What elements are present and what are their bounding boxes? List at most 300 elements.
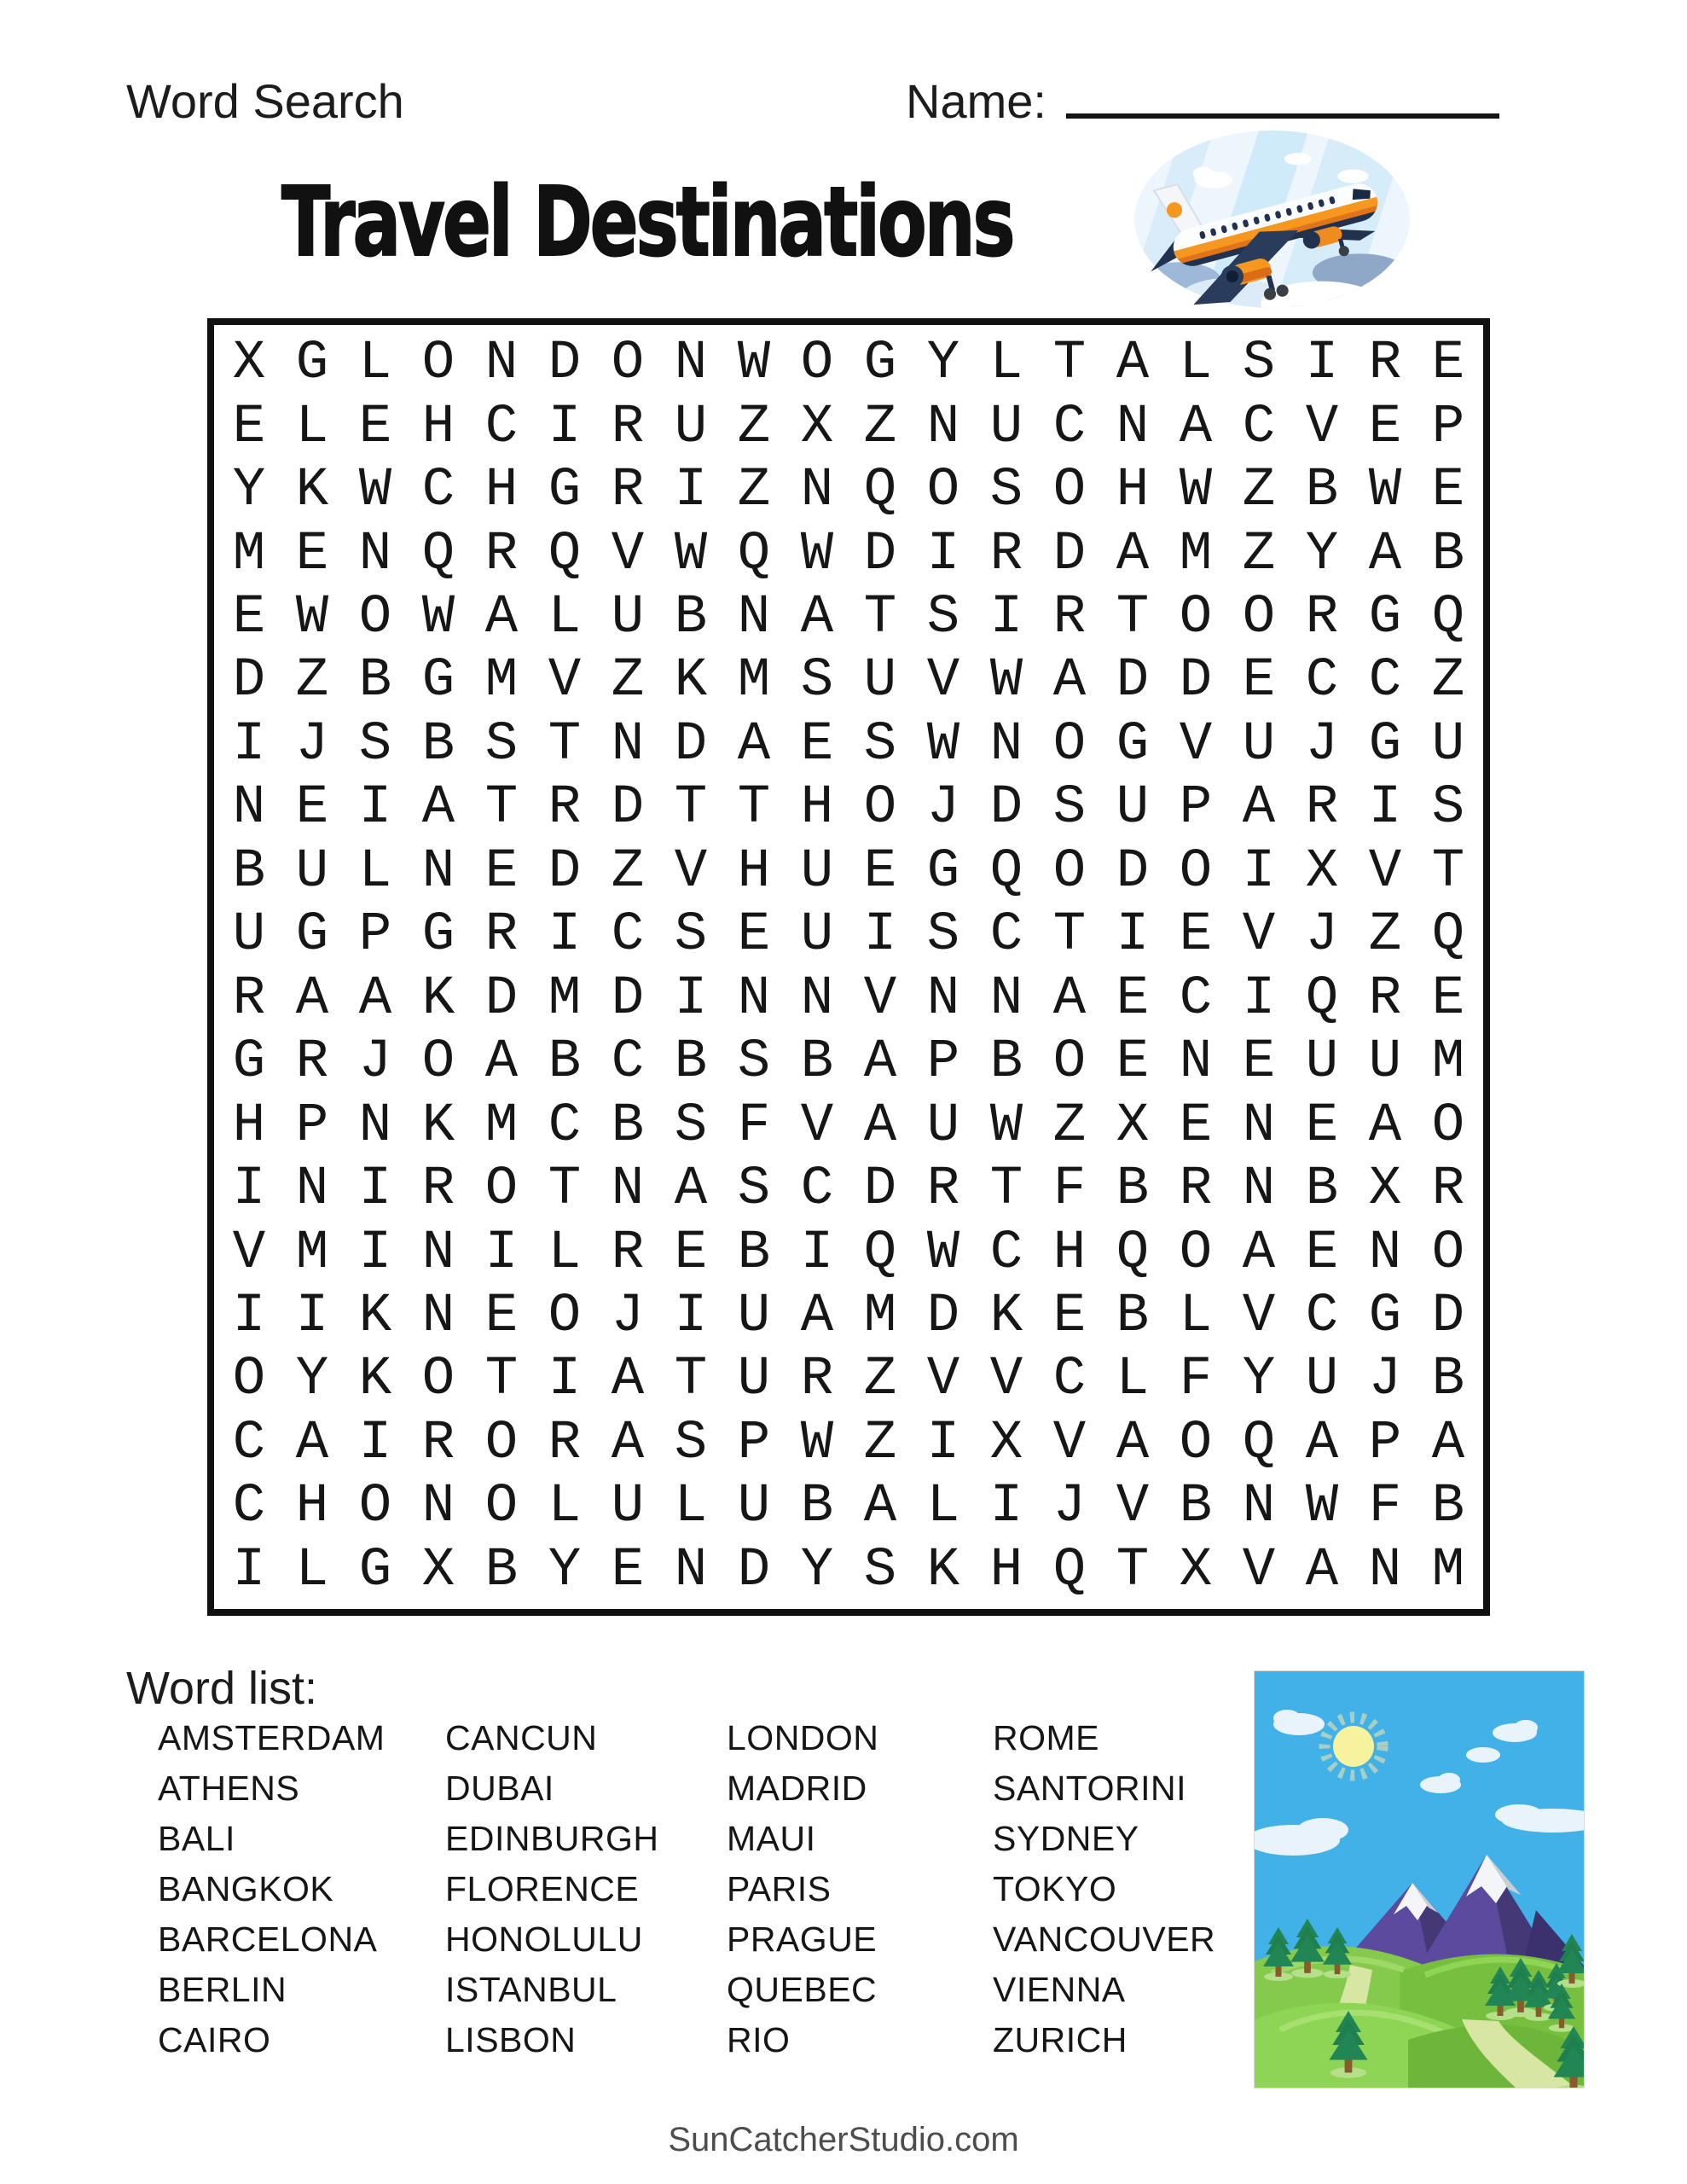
grid-cell: D: [548, 840, 582, 903]
grid-cell: V: [926, 650, 960, 712]
grid-cell: E: [484, 840, 519, 903]
grid-cell: H: [232, 1095, 266, 1157]
grid-cell: A: [863, 1476, 897, 1538]
grid-cell: O: [1179, 587, 1213, 649]
grid-cell: M: [1431, 1539, 1465, 1601]
grid-cell: X: [989, 1412, 1023, 1474]
grid-cell: O: [484, 1412, 519, 1474]
grid-cell: G: [358, 1539, 392, 1601]
grid-cell: P: [926, 1031, 960, 1094]
grid-cell: A: [1431, 1412, 1465, 1474]
grid-cell: V: [863, 967, 897, 1030]
grid-cell: M: [863, 1285, 897, 1347]
grid-cell: N: [611, 1159, 645, 1221]
grid-cell: C: [1242, 396, 1276, 458]
grid-cell: O: [484, 1159, 519, 1221]
grid-cell: R: [611, 1222, 645, 1284]
grid-cell: B: [421, 713, 455, 775]
grid-cell: G: [1368, 587, 1402, 649]
grid-cell: Y: [926, 333, 960, 395]
grid-cell: I: [674, 460, 708, 522]
grid-cell: D: [863, 1159, 897, 1221]
grid-cell: V: [989, 1349, 1023, 1411]
grid-cell: A: [1368, 1095, 1402, 1157]
grid-cell: L: [989, 333, 1023, 395]
grid-cell: B: [989, 1031, 1023, 1094]
grid-cell: N: [421, 1285, 455, 1347]
grid-cell: V: [1242, 1539, 1276, 1601]
grid-cell: O: [611, 333, 645, 395]
grid-cell: I: [484, 1222, 519, 1284]
grid-cell: W: [800, 1412, 834, 1474]
grid-cell: P: [1368, 1412, 1402, 1474]
grid-cell: Z: [863, 396, 897, 458]
grid-cell: B: [232, 840, 266, 903]
grid-cell: R: [1431, 1159, 1465, 1221]
word-list-item: CANCUN: [445, 1718, 598, 1757]
grid-cell: W: [800, 523, 834, 585]
word-list-column: [993, 1713, 1215, 2065]
grid-cell: A: [1242, 777, 1276, 839]
grid-cell: V: [1368, 840, 1402, 903]
grid-cell: A: [484, 587, 519, 649]
grid-cell: E: [1116, 1031, 1150, 1094]
grid-cell: O: [421, 333, 455, 395]
grid-cell: R: [1368, 967, 1402, 1030]
grid-cell: E: [1242, 1031, 1276, 1094]
grid-cell: I: [863, 904, 897, 967]
grid-cell: N: [1179, 1031, 1213, 1094]
grid-cell: Q: [1052, 1539, 1087, 1601]
grid-cell: H: [1116, 460, 1150, 522]
grid-cell: C: [1368, 650, 1402, 712]
word-list-item: RIO: [727, 2020, 791, 2059]
grid-cell: N: [611, 713, 645, 775]
mountain-landscape-illustration: [1254, 1670, 1585, 2088]
word-list-item: BANGKOK: [158, 1869, 334, 1908]
grid-cell: R: [484, 523, 519, 585]
grid-cell: C: [1052, 396, 1087, 458]
grid-cell: W: [989, 1095, 1023, 1157]
grid-cell: E: [1179, 904, 1213, 967]
grid-cell: C: [421, 460, 455, 522]
grid-cell: J: [1368, 1349, 1402, 1411]
word-list-item: VANCOUVER: [993, 1920, 1216, 1959]
grid-cell: L: [295, 1539, 329, 1601]
grid-cell: G: [926, 840, 960, 903]
grid-cell: A: [421, 777, 455, 839]
grid-cell: T: [989, 1159, 1023, 1221]
grid-cell: V: [800, 1095, 834, 1157]
grid-cell: J: [1052, 1476, 1087, 1538]
grid-cell: T: [1052, 904, 1087, 967]
grid-cell: M: [737, 650, 771, 712]
grid-cell: V: [611, 523, 645, 585]
grid-cell: G: [548, 460, 582, 522]
grid-cell: A: [1052, 650, 1087, 712]
grid-cell: U: [1431, 713, 1465, 775]
name-blank-line: [1066, 113, 1499, 119]
grid-cell: A: [1305, 1539, 1339, 1601]
word-list-item: ROME: [993, 1718, 1099, 1757]
grid-cell: E: [863, 840, 897, 903]
grid-cell: N: [800, 967, 834, 1030]
grid-cell: E: [1305, 1222, 1339, 1284]
grid-cell: I: [232, 1285, 266, 1347]
grid-cell: R: [1052, 587, 1087, 649]
website-credit: SunCatcherStudio.com: [668, 2121, 1019, 2158]
grid-cell: X: [1179, 1539, 1213, 1601]
grid-cell: A: [1116, 333, 1150, 395]
grid-cell: I: [548, 904, 582, 967]
grid-cell: S: [1052, 777, 1087, 839]
grid-cell: R: [548, 777, 582, 839]
grid-cell: D: [989, 777, 1023, 839]
word-list-item: ZURICH: [993, 2020, 1128, 2059]
grid-cell: N: [484, 333, 519, 395]
grid-cell: V: [1116, 1476, 1150, 1538]
word-list-column: [158, 1713, 385, 2065]
grid-cell: I: [1305, 333, 1339, 395]
doc-type-label: Word Search: [126, 74, 404, 128]
word-list-item: TOKYO: [993, 1869, 1117, 1908]
grid-cell: C: [1179, 967, 1213, 1030]
grid-cell: R: [926, 1159, 960, 1221]
grid-cell: J: [1305, 904, 1339, 967]
grid-cell: D: [1116, 650, 1150, 712]
grid-cell: C: [232, 1412, 266, 1474]
grid-cell: N: [421, 1222, 455, 1284]
grid-cell: O: [926, 460, 960, 522]
word-list-column: [445, 1713, 659, 2065]
grid-cell: L: [1179, 1285, 1213, 1347]
grid-cell: V: [926, 1349, 960, 1411]
grid-cell: N: [737, 587, 771, 649]
word-list-item: VIENNA: [993, 1970, 1126, 2009]
grid-cell: I: [358, 777, 392, 839]
grid-cell: H: [737, 840, 771, 903]
grid-cell: R: [484, 904, 519, 967]
grid-cell: B: [484, 1539, 519, 1601]
grid-cell: S: [358, 713, 392, 775]
grid-cell: T: [1052, 333, 1087, 395]
grid-cell: F: [1368, 1476, 1402, 1538]
grid-cell: V: [1242, 1285, 1276, 1347]
grid-cell: C: [232, 1476, 266, 1538]
grid-cell: C: [1305, 650, 1339, 712]
grid-cell: O: [484, 1476, 519, 1538]
grid-cell: M: [484, 1095, 519, 1157]
grid-cell: E: [737, 904, 771, 967]
grid-cell: H: [800, 777, 834, 839]
grid-cell: N: [1368, 1222, 1402, 1284]
grid-cell: U: [737, 1476, 771, 1538]
grid-cell: R: [1305, 777, 1339, 839]
word-list-item: BALI: [158, 1819, 235, 1858]
grid-cell: Y: [1305, 523, 1339, 585]
grid-cell: E: [1431, 460, 1465, 522]
grid-cell: R: [611, 460, 645, 522]
grid-cell: A: [295, 1412, 329, 1474]
grid-cell: E: [295, 523, 329, 585]
grid-cell: N: [674, 333, 708, 395]
grid-cell: Z: [863, 1412, 897, 1474]
grid-cell: N: [1368, 1539, 1402, 1601]
grid-cell: A: [1368, 523, 1402, 585]
grid-cell: E: [1305, 1095, 1339, 1157]
grid-cell: Y: [1242, 1349, 1276, 1411]
grid-cell: P: [295, 1095, 329, 1157]
grid-cell: R: [548, 1412, 582, 1474]
grid-cell: S: [989, 460, 1023, 522]
grid-cell: A: [1116, 523, 1150, 585]
grid-cell: B: [1431, 1476, 1465, 1538]
grid-cell: O: [548, 1285, 582, 1347]
grid-cell: I: [548, 396, 582, 458]
grid-cell: W: [737, 333, 771, 395]
word-list-item: CAIRO: [158, 2020, 271, 2059]
grid-cell: I: [295, 1285, 329, 1347]
grid-cell: E: [1368, 396, 1402, 458]
grid-cell: U: [926, 1095, 960, 1157]
grid-cell: U: [800, 904, 834, 967]
grid-cell: E: [800, 713, 834, 775]
grid-cell: I: [1242, 840, 1276, 903]
grid-cell: Y: [232, 460, 266, 522]
grid-cell: B: [1431, 1349, 1465, 1411]
grid-cell: U: [1116, 777, 1150, 839]
airplane-illustration: [1128, 126, 1416, 316]
grid-cell: H: [484, 460, 519, 522]
grid-cell: M: [232, 523, 266, 585]
grid-cell: N: [421, 840, 455, 903]
grid-cell: X: [232, 333, 266, 395]
grid-cell: Q: [863, 1222, 897, 1284]
grid-cell: D: [611, 967, 645, 1030]
grid-cell: I: [358, 1222, 392, 1284]
grid-cell: C: [611, 1031, 645, 1094]
grid-cell: L: [674, 1476, 708, 1538]
grid-cell: D: [674, 713, 708, 775]
grid-cell: N: [674, 1539, 708, 1601]
grid-cell: A: [1305, 1412, 1339, 1474]
grid-cell: O: [421, 1349, 455, 1411]
grid-cell: K: [358, 1285, 392, 1347]
grid-cell: V: [1305, 396, 1339, 458]
grid-cell: T: [548, 713, 582, 775]
grid-cell: Z: [1242, 523, 1276, 585]
word-list-item: SANTORINI: [993, 1769, 1186, 1808]
grid-cell: X: [1116, 1095, 1150, 1157]
grid-cell: R: [1368, 333, 1402, 395]
grid-cell: I: [989, 587, 1023, 649]
grid-cell: I: [232, 1539, 266, 1601]
grid-cell: W: [674, 523, 708, 585]
grid-cell: N: [989, 967, 1023, 1030]
grid-cell: E: [295, 777, 329, 839]
grid-cell: E: [1179, 1095, 1213, 1157]
grid-cell: O: [358, 1476, 392, 1538]
grid-cell: K: [421, 1095, 455, 1157]
sun-icon: [1325, 1717, 1383, 1775]
grid-cell: Z: [611, 840, 645, 903]
grid-cell: V: [674, 840, 708, 903]
grid-cell: Z: [1431, 650, 1465, 712]
grid-cell: Z: [1368, 904, 1402, 967]
grid-cell: S: [674, 904, 708, 967]
grid-cell: K: [295, 460, 329, 522]
grid-cell: E: [1431, 333, 1465, 395]
word-list-item: QUEBEC: [727, 1970, 878, 2009]
grid-cell: W: [926, 713, 960, 775]
grid-cell: N: [1242, 1159, 1276, 1221]
grid-cell: S: [484, 713, 519, 775]
grid-cell: V: [548, 650, 582, 712]
grid-cell: V: [232, 1222, 266, 1284]
grid-cell: Z: [737, 460, 771, 522]
grid-cell: X: [1305, 840, 1339, 903]
word-list-item: BARCELONA: [158, 1920, 378, 1959]
word-list-item: MADRID: [727, 1769, 867, 1808]
grid-cell: T: [674, 777, 708, 839]
grid-cell: C: [484, 396, 519, 458]
grid-cell: O: [1179, 840, 1213, 903]
grid-cell: I: [800, 1222, 834, 1284]
grid-cell: S: [926, 904, 960, 967]
grid-cell: B: [1116, 1285, 1150, 1347]
name-label: Name:: [906, 74, 1046, 128]
grid-cell: B: [1305, 460, 1339, 522]
grid-cell: Q: [548, 523, 582, 585]
grid-cell: G: [421, 904, 455, 967]
grid-cell: G: [295, 333, 329, 395]
grid-cell: B: [358, 650, 392, 712]
grid-cell: D: [1116, 840, 1150, 903]
grid-cell: U: [1368, 1031, 1402, 1094]
grid-cell: U: [737, 1349, 771, 1411]
grid-cell: I: [1368, 777, 1402, 839]
grid-cell: M: [1179, 523, 1213, 585]
grid-cell: Z: [1242, 460, 1276, 522]
grid-cell: L: [548, 587, 582, 649]
grid-cell: T: [1431, 840, 1465, 903]
grid-cell: Y: [295, 1349, 329, 1411]
grid-cell: N: [926, 396, 960, 458]
grid-cell: L: [1116, 1349, 1150, 1411]
grid-cell: D: [1179, 650, 1213, 712]
grid-cell: U: [800, 840, 834, 903]
grid-cell: Q: [1305, 967, 1339, 1030]
grid-cell: I: [1242, 967, 1276, 1030]
grid-cell: V: [1242, 904, 1276, 967]
grid-cell: D: [1052, 523, 1087, 585]
grid-cell: C: [800, 1159, 834, 1221]
grid-cell: W: [1179, 460, 1213, 522]
grid-cell: R: [1179, 1159, 1213, 1221]
grid-cell: C: [989, 904, 1023, 967]
grid-cell: C: [1305, 1285, 1339, 1347]
word-list-item: ISTANBUL: [445, 1970, 617, 2009]
grid-cell: U: [611, 1476, 645, 1538]
grid-cell: O: [1052, 713, 1087, 775]
grid-cell: Z: [611, 650, 645, 712]
grid-cell: B: [1116, 1159, 1150, 1221]
word-list-item: AMSTERDAM: [158, 1718, 386, 1757]
grid-cell: Q: [1431, 904, 1465, 967]
grid-cell: B: [548, 1031, 582, 1094]
grid-cell: U: [1305, 1031, 1339, 1094]
word-list-item: SYDNEY: [993, 1819, 1139, 1858]
grid-cell: N: [800, 460, 834, 522]
grid-cell: C: [989, 1222, 1023, 1284]
grid-cell: T: [674, 1349, 708, 1411]
grid-cell: B: [674, 1031, 708, 1094]
grid-cell: I: [674, 1285, 708, 1347]
grid-cell: I: [232, 713, 266, 775]
grid-cell: C: [611, 904, 645, 967]
grid-cell: I: [1116, 904, 1150, 967]
word-list-column: [727, 1713, 878, 2065]
grid-cell: T: [548, 1159, 582, 1221]
grid-cell: M: [548, 967, 582, 1030]
grid-cell: N: [1242, 1095, 1276, 1157]
grid-cell: H: [421, 396, 455, 458]
grid-cell: S: [1242, 333, 1276, 395]
grid-cell: B: [611, 1095, 645, 1157]
grid-cell: E: [1116, 967, 1150, 1030]
grid-cell: U: [232, 904, 266, 967]
grid-cell: L: [548, 1476, 582, 1538]
grid-cell: X: [1368, 1159, 1402, 1221]
grid-cell: J: [926, 777, 960, 839]
grid-cell: B: [800, 1476, 834, 1538]
grid-cell: O: [1052, 840, 1087, 903]
grid-cell: Z: [1052, 1095, 1087, 1157]
grid-cell: D: [863, 523, 897, 585]
word-list-item: LONDON: [727, 1718, 879, 1757]
grid-cell: G: [295, 904, 329, 967]
puzzle-grid: [207, 318, 1490, 1616]
grid-cell: W: [926, 1222, 960, 1284]
grid-cell: N: [1116, 396, 1150, 458]
grid-cell: A: [611, 1412, 645, 1474]
grid-cell: U: [295, 840, 329, 903]
grid-cell: S: [674, 1095, 708, 1157]
grid-cell: B: [737, 1222, 771, 1284]
grid-cell: A: [863, 1095, 897, 1157]
grid-cell: L: [1179, 333, 1213, 395]
grid-cell: O: [800, 333, 834, 395]
grid-cell: E: [674, 1222, 708, 1284]
word-list-item: FLORENCE: [445, 1869, 640, 1908]
grid-cell: U: [737, 1285, 771, 1347]
grid-cell: D: [737, 1539, 771, 1601]
word-list-item: DUBAI: [445, 1769, 554, 1808]
grid-cell: Z: [863, 1349, 897, 1411]
grid-cell: S: [674, 1412, 708, 1474]
grid-cell: A: [1179, 396, 1213, 458]
grid-cell: X: [800, 396, 834, 458]
grid-cell: T: [737, 777, 771, 839]
grid-cell: G: [1368, 713, 1402, 775]
grid-cell: V: [1052, 1412, 1087, 1474]
grid-cell: L: [358, 333, 392, 395]
grid-cell: A: [358, 967, 392, 1030]
word-list-item: BERLIN: [158, 1970, 287, 2009]
grid-cell: P: [1431, 396, 1465, 458]
grid-cell: L: [295, 396, 329, 458]
grid-cell: U: [611, 587, 645, 649]
